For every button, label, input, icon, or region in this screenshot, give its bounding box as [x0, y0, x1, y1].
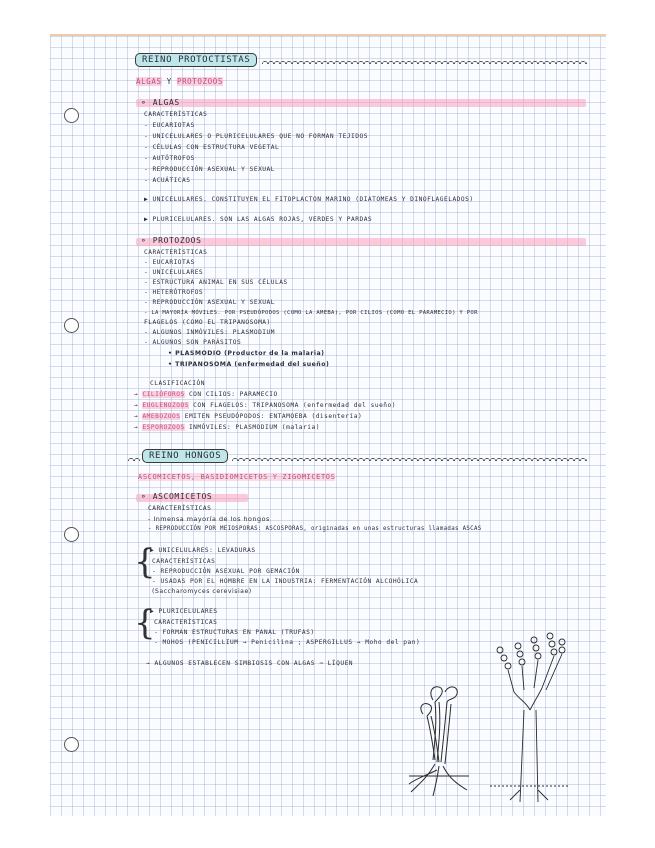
parasite-plasmodio: • PLASMODIO (Productor de la malaria) — [168, 350, 325, 357]
algas-line: CARACTERÍSTICAS — [144, 111, 208, 118]
protozoos-line: - ALGUNOS SON PARÁSITOS — [144, 339, 242, 346]
levaduras-line: CARACTERÍSTICAS — [152, 558, 216, 565]
algas-line: - REPRODUCCIÓN ASEXUAL Y SEXUAL — [144, 166, 275, 173]
simbiosis-line: → ALGUNOS ESTABLECEN SIMBIOSIS CON ALGAS ⇒ LÍQUEN — [146, 660, 354, 667]
hongos-line: CARACTERÍSTICAS — [148, 505, 212, 512]
protozoos-line: - LA MAYORÍA MÓVILES. POR PSEUDÓPODOS (COMO LA AMEBA), POR CILIOS (COMO EL PARAMECIO) Y POR — [144, 310, 478, 316]
algas-line: - EUCARIOTAS — [144, 122, 195, 129]
clasificacion-title: CLASIFICACIÓN — [150, 380, 205, 387]
hongos-wave-left — [128, 455, 140, 461]
protozoos-line: - EUCARIOTAS — [144, 259, 195, 266]
clasificacion-row: → EUGLENOZOOS CON FLAGELOS: TRIPANOSOMA (enfermedad del sueño) — [134, 402, 396, 409]
levaduras-line: - USADAS POR EL HOMBRE EN LA INDUSTRIA: FERMENTACIÓN ALCOHÓLICA — [152, 578, 419, 585]
binder-hole-bottom — [64, 737, 79, 752]
clasificacion-row: → AMEBOZOOS EMITEN PSEUDÓPODOS: ENTAMOEBA (disentería) — [134, 413, 363, 420]
protozoos-line: - HETERÓTROFOS — [144, 289, 204, 296]
hongos-header: REINO HONGOS — [142, 449, 228, 463]
protozoos-line: - UNICELULARES — [144, 269, 204, 276]
protozoos-line: CARACTERÍSTICAS — [144, 249, 208, 256]
penicillium-sketch — [490, 630, 570, 802]
pluricelulares-brace: { — [134, 603, 156, 643]
hongos-line: - REPRODUCCIÓN POR MEIOSPORAS: ASCOSPORAS, originadas en unas estructuras llamadas ASCAS — [148, 526, 482, 532]
pluricelulares-title: ▶ PLURICELULARES — [150, 608, 218, 615]
algas-pluricelulares: ▶ PLURICELULARES. SON LAS ALGAS ROJAS, VERDES Y PARDAS — [144, 216, 373, 223]
hongos-subtitle: ASCOMICETOS, BASIDIOMICETOS Y ZIGOMICETOS — [138, 473, 336, 481]
binder-hole-lower — [64, 527, 79, 542]
protoctistas-header: REINO PROTOCTISTAS — [135, 53, 257, 67]
protozoos-line: FLAGELOS (COMO EL TRIPANOSOMA) — [144, 319, 271, 326]
protoctistas-wave — [262, 58, 587, 64]
mushroom-sketch — [405, 680, 475, 800]
binder-hole-top — [64, 108, 79, 123]
levaduras-brace: { — [134, 542, 156, 582]
pluricelulares-line: CARACTERÍSTICAS — [154, 619, 218, 626]
algas-line: - AUTÓTROFOS — [144, 155, 195, 162]
levaduras-title: ▶ UNICELULARES: LEVADURAS — [150, 547, 256, 554]
pluricelulares-line: - FORMAN ESTRUCTURAS EN PANAL (TRUFAS) — [154, 629, 315, 636]
clasificacion-row: → CILIÓFOROS CON CILIOS: PARAMECIO — [134, 391, 278, 398]
algas-unicelulares: ▶ UNICELULARES. CONSTITUYEN EL FITOPLACTON MARINO (DIATOMEAS Y DINOFLAGELADOS) — [144, 196, 474, 203]
pluricelulares-line: - MOHOS (PENICILLIUM → Penicilina ; ASPERGILLUS → Moho del pan) — [154, 639, 421, 646]
protoctistas-subtitle: ALGAS Y PROTOZOOS — [136, 77, 223, 86]
clasificacion-row: → ESPOROZOOS INMÓVILES: PLASMODIUM (malaria) — [134, 424, 320, 431]
protozoos-title: ⚬ PROTOZOOS — [140, 236, 202, 245]
protozoos-line: - ALGUNOS INMÓVILES: PLASMODIUM — [144, 329, 275, 336]
protozoos-highlight — [136, 238, 586, 246]
parasite-tripanosoma: • TRIPANOSOMA (enfermedad del sueño) — [168, 361, 330, 368]
protozoos-line: - ESTRUCTURA ANIMAL EN SUS CÉLULAS — [144, 279, 288, 286]
algas-title: ⚬ ALGAS — [140, 98, 180, 107]
hongos-line: - Inmensa mayoría de los hongos — [148, 515, 270, 523]
ascomicetos-title: ⚬ ASCOMICETOS — [140, 492, 213, 501]
levaduras-line: (Saccharomyces cerevisiae) — [152, 588, 252, 595]
levaduras-line: - REPRODUCCIÓN ASEXUAL POR GEMACIÓN — [152, 568, 300, 575]
algas-line: - CÉLULAS CON ESTRUCTURA VEGETAL — [144, 144, 280, 151]
binder-hole-middle — [64, 318, 79, 333]
algas-line: - ACUÁTICAS — [144, 177, 191, 184]
algas-highlight — [136, 99, 586, 107]
hongos-wave — [232, 455, 587, 461]
algas-line: - UNICELULARES O PLURICELULARES QUE NO FORMAN TEJIDOS — [144, 133, 368, 140]
protozoos-line: - REPRODUCCIÓN ASEXUAL Y SEXUAL — [144, 299, 275, 306]
